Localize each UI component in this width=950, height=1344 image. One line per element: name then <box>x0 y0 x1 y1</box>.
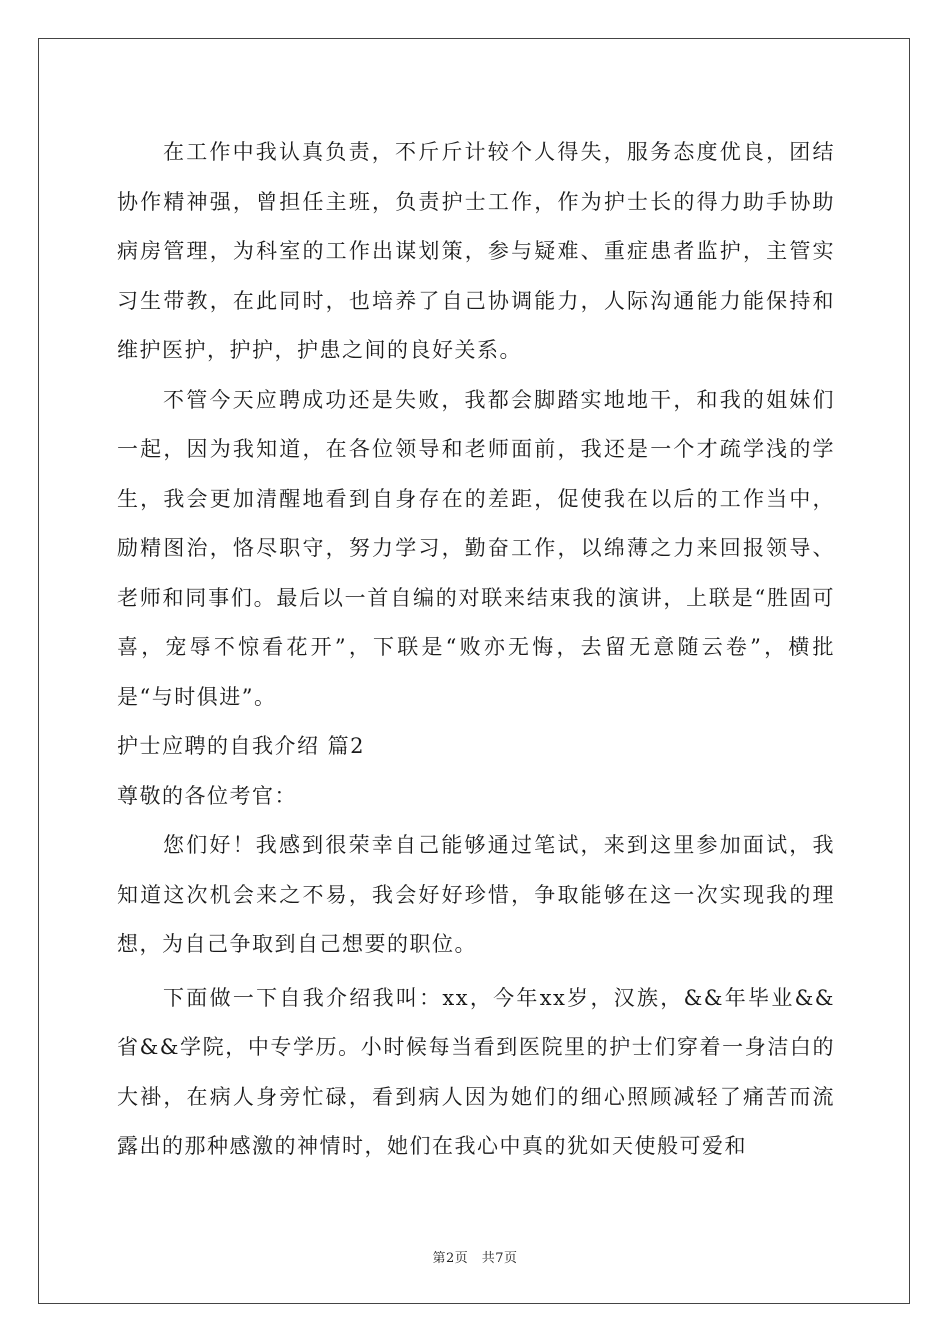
paragraph-closing-remarks: 不管今天应聘成功还是失败，我都会脚踏实地地干，和我的姐妹们一起，因为我知道，在各位领导和老师面前，我还是一个才疏学浅的学生，我会更加清醒地看到自身存在的差距，促使我在以后的工作当中，励精图治，恪尽职守，努力学习，勤奋工作，以绵薄之力来回报领导、老师和同事们。最后以一首自编的对联来结束我的演讲，上联是“胜固可喜，宠辱不惊看花开”，下联是“败亦无悔，去留无意随云卷”，横批是“与时俱进”。 <box>117 387 835 709</box>
paragraph-work-attitude: 在工作中我认真负责，不斤斤计较个人得失，服务态度优良，团结协作精神强，曾担任主班，负责护士工作，作为护士长的得力助手协助病房管理，为科室的工作出谋划策，参与疑难、重症患者监护，主管实习生带教，在此同时，也培养了自己协调能力，人际沟通能力能保持和维护医护，护护，护患之间的良好关系。 <box>117 140 835 362</box>
paragraph-self-introduction: 下面做一下自我介绍我叫：xx，今年xx岁，汉族，&&年毕业&&省&&学院，中专学历。小时候每当看到医院里的护士们穿着一身洁白的大褂，在病人身旁忙碌，看到病人因为她们的细心照顾减轻了痛苦而流露出的那种感激的神情时，她们在我心中真的犹如天使般可爱和 <box>117 985 835 1158</box>
document-body <box>117 128 835 1172</box>
section-heading: 护士应聘的自我介绍 篇2 <box>117 734 366 758</box>
paragraph-greeting: 您们好！我感到很荣幸自己能够通过笔试，来到这里参加面试，我知道这次机会来之不易，我会好好珍惜，争取能够在这一次实现我的理想，为自己争取到自己想要的职位。 <box>117 833 835 956</box>
page-number-footer: 第2页 共7页 <box>432 1251 518 1266</box>
salutation: 尊敬的各位考官： <box>117 783 297 808</box>
